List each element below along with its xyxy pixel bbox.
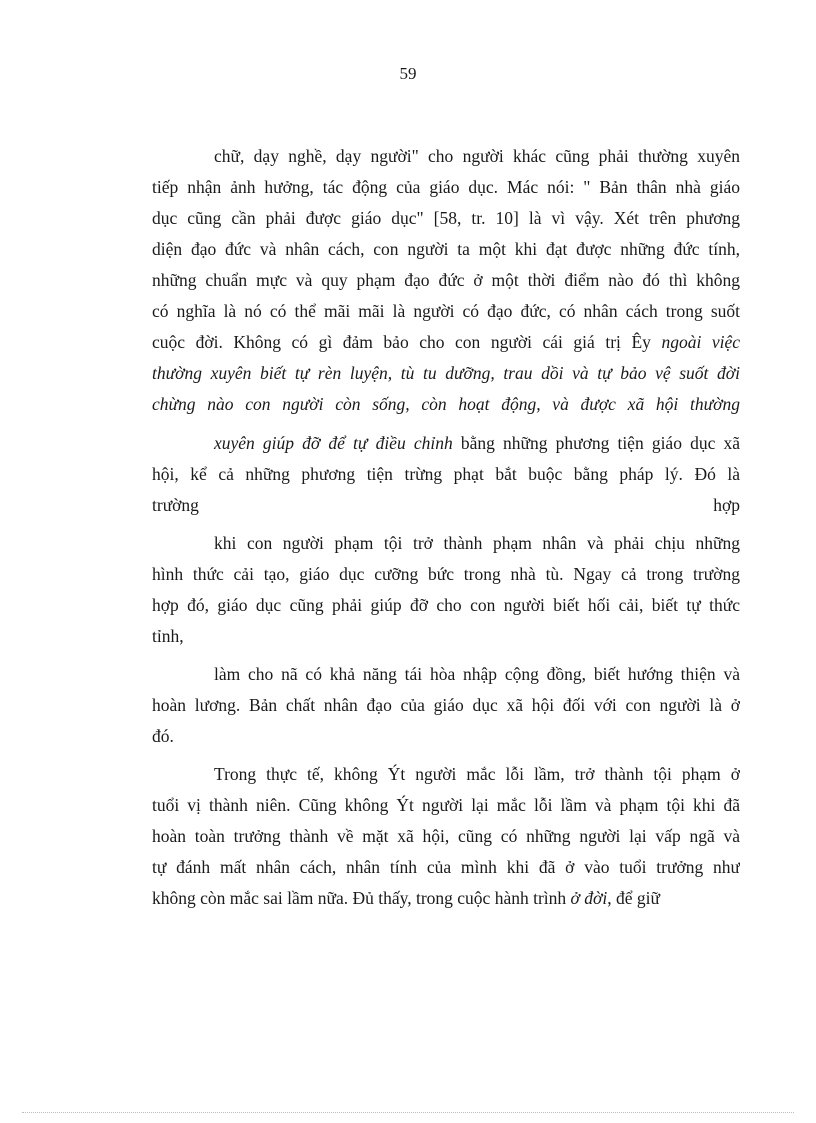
text-run: cuộc đời. Không có gì đảm bảo cho con người cái giá trị Êy (152, 332, 662, 352)
text-line (152, 790, 740, 821)
text-line (152, 659, 740, 690)
text-line (152, 172, 740, 203)
text-line (152, 141, 740, 172)
text-line (152, 265, 740, 296)
text-line (152, 852, 740, 883)
text-run: chữ, dạy nghề, dạy người" cho người khác cũng phải thường xuyên (214, 146, 740, 166)
text-line (152, 428, 740, 459)
text-line (152, 590, 740, 621)
italic-text-run: xuyên giúp đỡ để tự điều chỉnh (214, 433, 453, 453)
text-line (152, 358, 740, 389)
text-line (152, 234, 740, 265)
text-run: hội, kể cả những phương tiện trừng phạt bắt buộc bằng pháp lý. Đó là (152, 464, 740, 484)
text-run: , để giữ (607, 888, 660, 908)
text-run: tự đánh mất nhân cách, nhân tính của mình khi đã ở vào tuổi trưởng như (152, 857, 740, 877)
text-run: tuổi vị thành niên. Cũng không Ýt người lại mắc lỗi lầm và phạm tội khi đã (152, 795, 740, 815)
text-run: hoàn lương. Bản chất nhân đạo của giáo dục xã hội đối với con người là ở (152, 695, 740, 715)
text-line (152, 296, 740, 327)
italic-text-run: ngoài việc (661, 332, 740, 352)
text-run: đó. (152, 726, 174, 746)
italic-text-run: thường xuyên biết tự rèn luyện, tù tu dưỡng, trau dồi và tự bảo vệ suốt đời (152, 363, 740, 383)
text-run: làm cho nã có khả năng tái hòa nhập cộng đồng, biết hướng thiện và (214, 664, 740, 684)
paragraph-3 (152, 528, 740, 652)
text-line (152, 327, 740, 358)
italic-text-run: ở đời (570, 888, 608, 908)
text-run: dục cũng cần phải được giáo dục" [58, tr. 10] là vì vậy. Xét trên phương (152, 208, 740, 228)
text-line (152, 721, 740, 752)
text-run: hợp (713, 495, 740, 515)
paragraph-4 (152, 659, 740, 752)
text-run: hoàn toàn trưởng thành về mặt xã hội, cũng có những người lại vấp ngã và (152, 826, 740, 846)
text-line (152, 759, 740, 790)
paragraph-5 (152, 759, 740, 914)
paragraph-1 (152, 141, 740, 420)
text-line (152, 690, 740, 721)
text-line (152, 883, 740, 914)
page-number: 59 (399, 64, 417, 83)
text-line (152, 459, 740, 490)
text-line (152, 389, 740, 420)
text-run: hình thức cải tạo, giáo dục cưỡng bức trong nhà tù. Ngay cả trong trường (152, 564, 740, 584)
text-line (152, 559, 740, 590)
text-run: những chuẩn mực và quy phạm đạo đức ở một thời điểm nào đó thì không (152, 270, 740, 290)
paragraph-2 (152, 428, 740, 521)
footer-dotted-rule (22, 1112, 794, 1113)
text-line (152, 528, 740, 559)
text-run: diện đạo đức và nhân cách, con người ta một khi đạt được những đức tính, (152, 239, 740, 259)
text-run: bằng những phương tiện giáo dục xã (452, 433, 740, 453)
text-line (152, 821, 740, 852)
text-run: tỉnh, (152, 626, 184, 646)
text-line (152, 490, 740, 521)
text-run: khi con người phạm tội trở thành phạm nhân và phải chịu những (214, 533, 740, 553)
text-run: hợp đó, giáo dục cũng phải giúp đỡ cho con người biết hối cải, biết tự thức (152, 595, 740, 615)
text-line (152, 621, 740, 652)
text-run: Trong thực tế, không Ýt người mắc lỗi lầm, trở thành tội phạm ở (214, 764, 740, 784)
italic-text-run: chừng nào con người còn sống, còn hoạt động, và được xã hội thường (152, 394, 740, 414)
text-run: không còn mắc sai lầm nữa. Đủ thấy, trong cuộc hành trình (152, 888, 571, 908)
text-run: có nghĩa là nó có thể mãi mãi là người có đạo đức, có nhân cách trong suốt (152, 301, 740, 321)
text-run: tiếp nhận ảnh hưởng, tác động của giáo dục. Mác nói: " Bản thân nhà giáo (152, 177, 740, 197)
text-line (152, 203, 740, 234)
text-run: trường (152, 495, 199, 515)
